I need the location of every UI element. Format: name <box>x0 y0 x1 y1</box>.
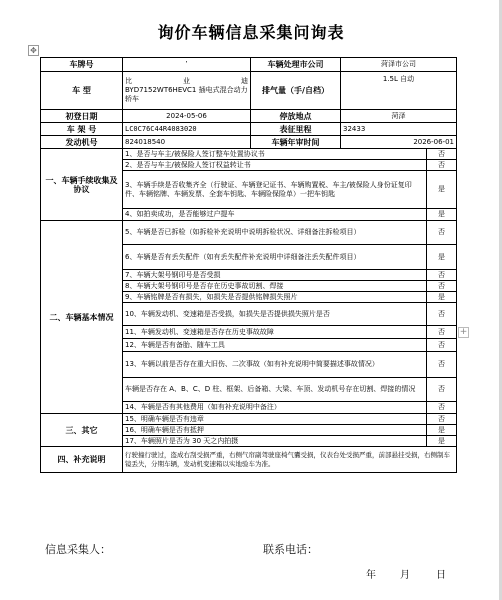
handler-label: 车辆处理市公司 <box>251 58 341 72</box>
check-answer-8[interactable]: 否 <box>427 281 457 292</box>
check-answer-12[interactable]: 否 <box>427 339 457 352</box>
mileage-label: 表征里程 <box>251 123 341 136</box>
check-item-3: 3、车辆手续是否收集齐全（行驶证、车辆登记证书、车辆购置税、车主/被保险人身份证复印件、车辆铭牌、车辆发票、全套车钥匙、车辆险保险单）一把车钥匙 <box>123 171 427 209</box>
form-title: 询价车辆信息采集问询表 <box>157 23 345 42</box>
check-answer-10[interactable]: 否 <box>427 303 457 326</box>
table-row <box>41 149 457 160</box>
check-answer-3[interactable]: 是 <box>427 171 457 209</box>
check-item-6: 6、车辆是否有丢失配件（如有丢失配件补充说明中详细备注丢失配件项目） <box>123 245 427 270</box>
table-row <box>41 136 457 149</box>
check-answer-13[interactable]: 否 <box>427 352 457 378</box>
displacement-label: 排气量（手/自档） <box>251 72 341 110</box>
check-answer-17[interactable]: 是 <box>427 436 457 447</box>
date-day: 日 <box>436 570 446 581</box>
inspection-label: 车辆年审时间 <box>251 136 341 149</box>
check-answer-1[interactable]: 否 <box>427 149 457 160</box>
model-detail: BYD7152WT6HEVC1 插电式混合动力轿车 <box>125 86 248 103</box>
table-row <box>41 110 457 123</box>
section-1-title: 一、车辆手续收集及协议 <box>41 149 123 221</box>
mileage-value[interactable]: 32433 <box>341 123 457 136</box>
location-value[interactable]: 菏泽 <box>341 110 457 123</box>
table-row <box>41 447 457 473</box>
check-answer-15[interactable]: 否 <box>427 414 457 425</box>
first-reg-label: 初登日期 <box>41 110 123 123</box>
check-answer-14[interactable]: 否 <box>427 402 457 414</box>
check-answer-6[interactable]: 是 <box>427 245 457 270</box>
check-item-1: 1、是否与车主/被保险人签订整车处置协议书 <box>123 149 427 160</box>
check-answer-7[interactable]: 否 <box>427 270 457 281</box>
check-item-9: 9、车辆铭牌是否有损失，如损失是否提供铭牌损失照片 <box>123 292 427 303</box>
check-item-14: 14、车辆是否有其他费用（如有补充说明中备注） <box>123 402 427 414</box>
location-label: 停放地点 <box>251 110 341 123</box>
table-row <box>41 58 457 72</box>
frame-label: 车 架 号 <box>41 123 123 136</box>
date-month: 月 <box>400 570 410 581</box>
check-answer-16[interactable]: 是 <box>427 425 457 436</box>
model-value[interactable] <box>123 72 251 110</box>
check-item-5: 5、车辆是否已拆检（如拆检补充说明中说明拆检状况、详细备注拆检项目） <box>123 221 427 245</box>
check-answer-2[interactable]: 否 <box>427 160 457 171</box>
check-item-13: 13、车辆以前是否存在重大旧伤、二次事故（如有补充说明中简要描述事故情况） <box>123 352 427 378</box>
check-item-8: 8、车辆大架号钢印号是否存在历史事故切割、焊接 <box>123 281 427 292</box>
displacement-value[interactable]: 1.5L 自动 <box>341 72 457 110</box>
check-answer-5[interactable]: 否 <box>427 221 457 245</box>
check-item-2: 2、是否与车主/被保险人签订权益转让书 <box>123 160 427 171</box>
inquiry-form-table <box>40 57 457 473</box>
check-item-pillars: 车辆是否存在 A、B、C、D 柱、框架、后备箱、大梁、车顶、发动机号存在切割、焊接的情况 <box>123 378 427 402</box>
inspection-value[interactable]: 2026-06-01 <box>341 136 457 149</box>
check-answer-pillars[interactable]: 否 <box>427 378 457 402</box>
check-item-12: 12、车辆是否有备胎、随车工具 <box>123 339 427 352</box>
check-item-17: 17、车辆照片是否为 30 天之内拍摄 <box>123 436 427 447</box>
table-row <box>41 72 457 110</box>
check-item-4: 4、如拍卖成功，是否能够过户提车 <box>123 209 427 221</box>
plate-value[interactable]: ’ <box>123 58 251 72</box>
add-column-icon[interactable]: + <box>459 327 468 337</box>
check-answer-4[interactable]: 是 <box>427 209 457 221</box>
check-item-16: 16、明确车辆是否有抵押 <box>123 425 427 436</box>
check-item-15: 15、明确车辆是否有违章 <box>123 414 427 425</box>
check-item-11: 11、车辆发动机、变速箱是否存在历史事故故障 <box>123 326 427 339</box>
section-3-title: 三、其它 <box>41 414 123 447</box>
engine-value[interactable]: 824018540 <box>123 136 251 149</box>
section-2-title: 二、车辆基本情况 <box>41 221 123 414</box>
engine-label: 发动机号 <box>41 136 123 149</box>
check-item-7: 7、车辆大架号钢印号是否受损 <box>123 270 427 281</box>
table-row <box>41 221 457 245</box>
table-row <box>41 123 457 136</box>
section-4-title: 四、补充说明 <box>41 447 123 473</box>
collector-label: 信息采集人： <box>45 543 111 556</box>
table-row <box>41 414 457 425</box>
model-label: 车 型 <box>41 72 123 110</box>
frame-value[interactable]: LC0C76C44R4083020 <box>123 123 251 136</box>
supplement-text[interactable]: 行驶撞行驶过，盗成右刮受损严重，右侧气帘副驾驶座椅气囊受损，仪表台处受损严重，前部悬挂受损，右侧制车镜丢失，分期车辆，发动机变速箱以实地验车为准。 <box>123 447 457 473</box>
check-answer-9[interactable]: 是 <box>427 292 457 303</box>
table-move-handle-icon[interactable]: ✥ <box>28 45 39 56</box>
model-brand: 比 业 迪 <box>125 77 248 85</box>
plate-label: 车牌号 <box>41 58 123 72</box>
check-answer-11[interactable]: 否 <box>427 326 457 339</box>
check-item-10: 10、车辆发动机、变速箱是否受损，如损失是否提供损失照片是否 <box>123 303 427 326</box>
handler-value[interactable]: 菏泽市公司 <box>341 58 457 72</box>
phone-label: 联系电话： <box>263 543 318 556</box>
date-year: 年 <box>366 570 376 581</box>
first-reg-value[interactable]: 2024-05-06 <box>123 110 251 123</box>
